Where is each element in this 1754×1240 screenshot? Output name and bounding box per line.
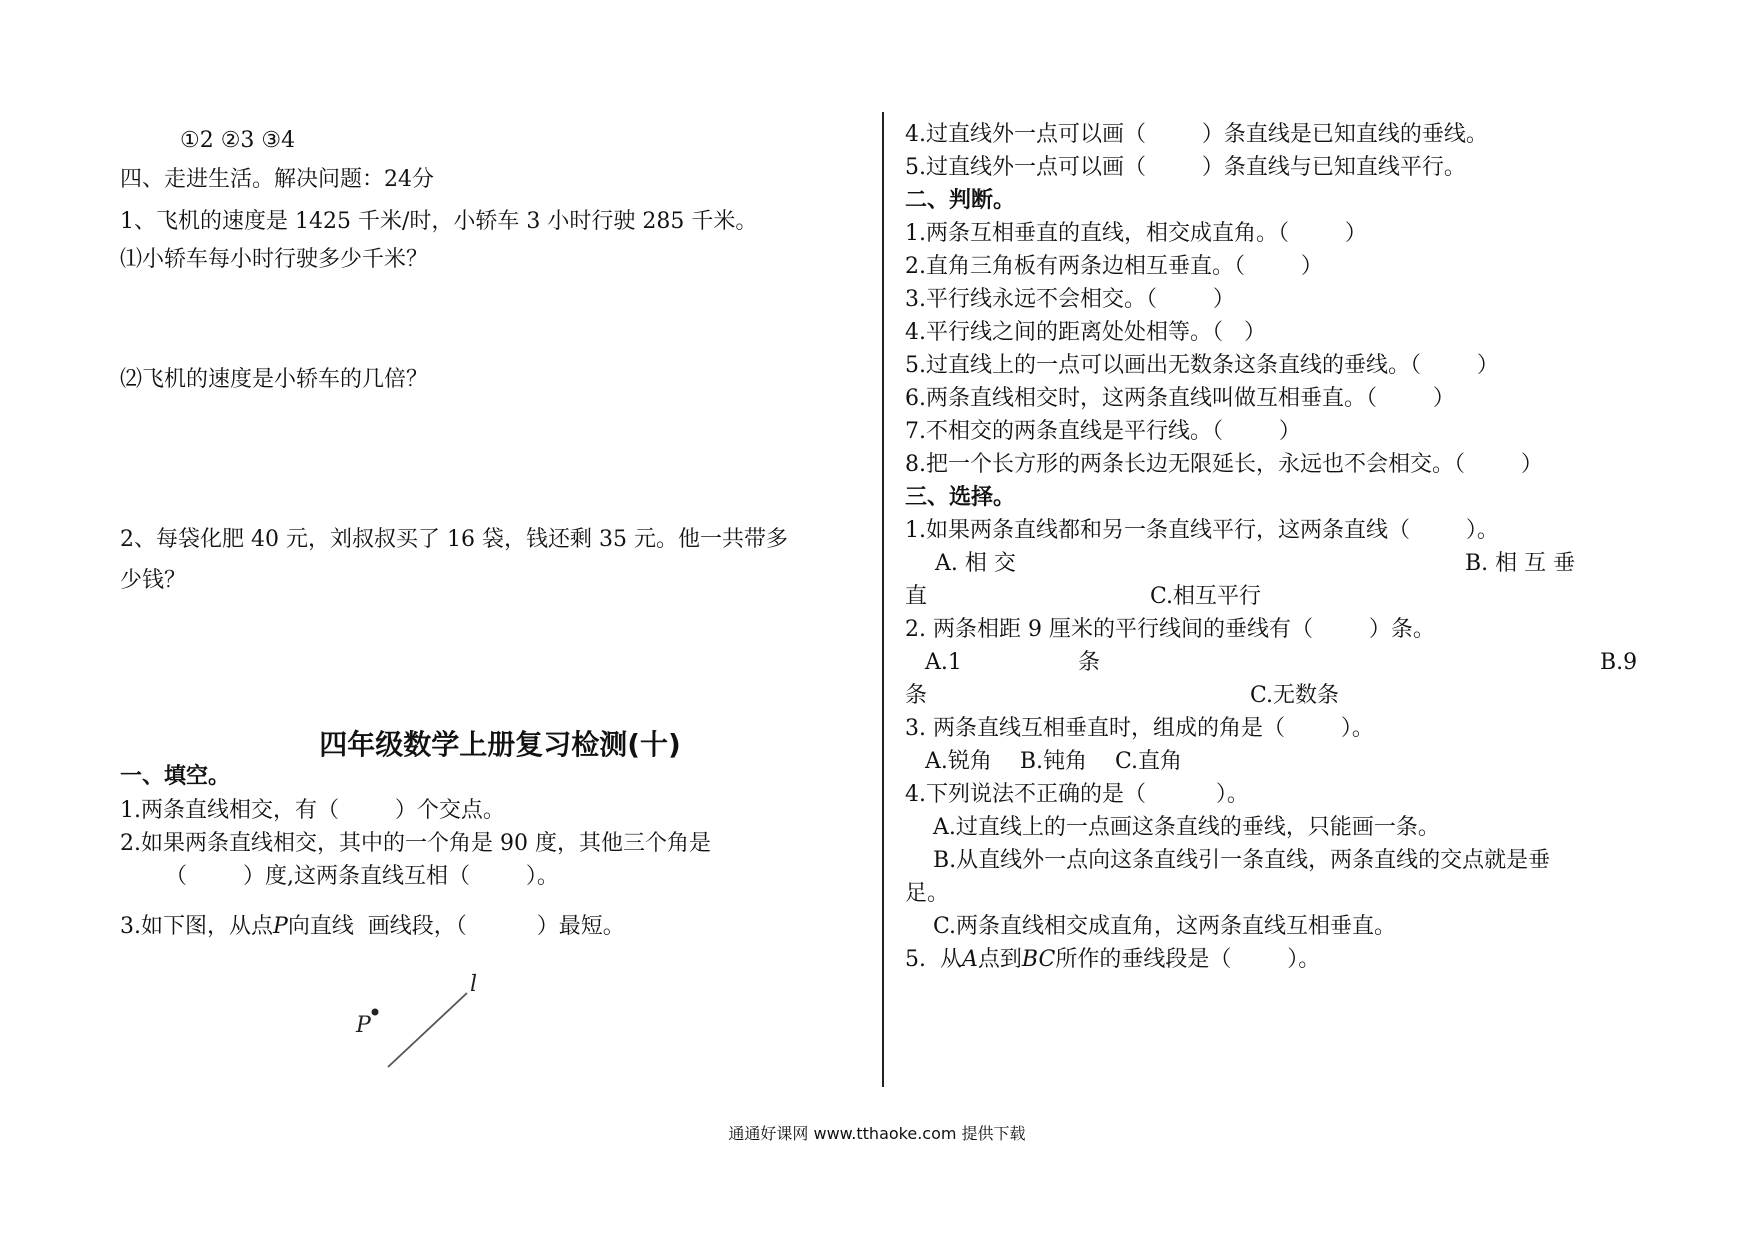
choice-5-text-a: 5. 从	[905, 947, 962, 972]
choice-2: 2. 两条相距 9 厘米的平行线间的垂线有（ ）条。	[905, 617, 1435, 642]
problem-1: 1、飞机的速度是 1425 千米/时，小轿车 3 小时行驶 285 千米。	[120, 209, 758, 234]
choice-1-option-c: C.相互平行	[1150, 584, 1262, 609]
problem-1-part-1: ⑴小轿车每小时行驶多少千米？	[120, 247, 429, 272]
judge-7: 7.不相交的两条直线是平行线。（ ）	[905, 419, 1301, 444]
section-2-title: 二、判断。	[905, 188, 1016, 213]
fill-1: 1.两条直线相交，有（ ）个交点。	[120, 798, 505, 823]
judge-1: 1.两条互相垂直的直线，相交成直角。（ ）	[905, 221, 1367, 246]
fill-2-line-1: 2.如果两条直线相交，其中的一个角是 90 度，其他三个角是	[120, 831, 711, 856]
choice-5-text-c: 所作的垂线段是（ ）。	[1055, 947, 1321, 972]
point-p-label: P	[356, 1013, 371, 1038]
choice-4-option-a: A.过直线上的一点画这条直线的垂线，只能画一条。	[933, 815, 1440, 840]
point-p-dot	[372, 1009, 379, 1016]
fill-4: 4.过直线外一点可以画（ ）条直线是已知直线的垂线。	[905, 122, 1488, 147]
choice-4-option-b: B.从直线外一点向这条直线引一条直线，两条直线的交点就是垂	[933, 848, 1551, 873]
footer-credit: 通通好课网 www.tthaoke.com 提供下载	[728, 1124, 1026, 1143]
line-l	[388, 993, 467, 1067]
choice-2-option-c: C.无数条	[1250, 683, 1340, 708]
test-title: 四年级数学上册复习检测(十)	[319, 728, 681, 761]
section-3-title: 三、选择。	[905, 485, 1016, 510]
problem-2-line-2: 少钱？	[120, 568, 187, 593]
choice-1-option-a: A. 相 交	[935, 551, 1016, 576]
choice-5-text-b: 点到	[977, 947, 1022, 972]
point-line-figure	[340, 965, 500, 1075]
fill-3-text-b: 向直线 画线段，（ ）最短。	[287, 914, 625, 939]
fill-3-point-p: P	[273, 914, 288, 939]
judge-2: 2.直角三角板有两条边相互垂直。（ ）	[905, 254, 1323, 279]
fill-3-text-a: 3.如下图，从点	[120, 914, 273, 939]
choice-2-option-a: A.1	[925, 650, 962, 675]
fill-3	[120, 912, 625, 942]
choice-1-option-b-cont: 直	[905, 584, 928, 609]
choice-1-option-b: B. 相 互 垂	[1465, 551, 1576, 576]
column-divider	[882, 112, 884, 1087]
choice-2-option-b-cont: 条	[905, 683, 928, 708]
choice-1: 1.如果两条直线都和另一条直线平行，这两条直线（ ）。	[905, 518, 1499, 543]
choice-4-option-c: C.两条直线相交成直角，这两条直线互相垂直。	[933, 914, 1397, 939]
section-4-title: 四、走进生活。解决问题：24分	[120, 167, 434, 192]
fill-2-line-2: （ ）度,这两条直线互相（ ）。	[165, 864, 559, 889]
choice-3-options: A.锐角 B.钝角 C.直角	[925, 749, 1183, 774]
choice-3: 3. 两条直线互相垂直时，组成的角是（ ）。	[905, 716, 1374, 741]
choice-2-option-a-cont: 条	[1078, 650, 1101, 675]
judge-4: 4.平行线之间的距离处处相等。（ ）	[905, 320, 1266, 345]
line-l-label: l	[470, 972, 478, 997]
choice-4: 4.下列说法不正确的是（ ）。	[905, 782, 1249, 807]
problem-2-line-1: 2、每袋化肥 40 元，刘叔叔买了 16 袋，钱还剩 35 元。他一共带多	[120, 527, 788, 552]
choice-5-segment-bc: BC	[1021, 947, 1056, 972]
choice-5-point-a: A	[961, 947, 978, 972]
judge-6: 6.两条直线相交时，这两条直线叫做互相垂直。（ ）	[905, 386, 1455, 411]
choice-2-option-b: B.9	[1600, 650, 1638, 675]
problem-1-part-2: ⑵飞机的速度是小轿车的几倍？	[120, 367, 429, 392]
section-1-title: 一、填空。	[120, 764, 231, 789]
choice-4-option-b-cont: 足。	[905, 881, 950, 906]
previous-options: ①2 ②3 ③4	[180, 128, 296, 153]
judge-3: 3.平行线永远不会相交。（ ）	[905, 287, 1235, 312]
judge-5: 5.过直线上的一点可以画出无数条这条直线的垂线。（ ）	[905, 353, 1499, 378]
choice-5	[905, 945, 1320, 975]
fill-5: 5.过直线外一点可以画（ ）条直线与已知直线平行。	[905, 155, 1466, 180]
judge-8: 8.把一个长方形的两条长边无限延长，永远也不会相交。（ ）	[905, 452, 1543, 477]
